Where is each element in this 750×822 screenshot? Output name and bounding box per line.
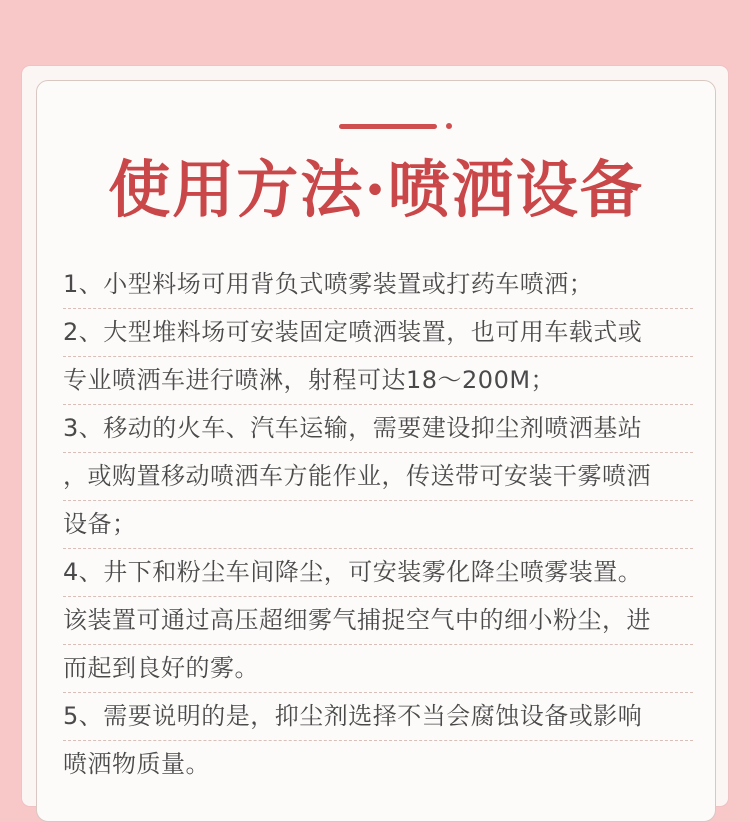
instruction-line: 4、井下和粉尘车间降尘，可安装雾化降尘喷雾装置。 <box>63 549 693 597</box>
instruction-line: 1、小型料场可用背负式喷雾装置或打药车喷洒； <box>63 261 693 309</box>
instruction-line: 而起到良好的雾。 <box>63 645 693 693</box>
instruction-line: 5、需要说明的是，抑尘剂选择不当会腐蚀设备或影响 <box>63 693 693 741</box>
content-card <box>22 66 728 806</box>
decoration-bar <box>339 124 437 129</box>
instruction-line: 喷洒物质量。 <box>63 750 210 778</box>
instruction-list <box>63 261 693 789</box>
instruction-line: 该装置可通过高压超细雾气捕捉空气中的细小粉尘，进 <box>63 597 693 645</box>
page-title: 使用方法·喷洒设备 <box>108 153 644 226</box>
instruction-line: 专业喷洒车进行喷淋，射程可达18～200M； <box>63 357 693 405</box>
title-decoration <box>339 123 452 129</box>
instruction-line: 2、大型堆料场可安装固定喷洒装置，也可用车载式或 <box>63 309 693 357</box>
decoration-dot <box>446 123 452 129</box>
instruction-line: 设备； <box>63 501 693 549</box>
instruction-line: ，或购置移动喷洒车方能作业，传送带可安装干雾喷洒 <box>63 453 693 501</box>
content-card-inner <box>36 80 716 822</box>
instruction-line: 3、移动的火车、汽车运输，需要建设抑尘剂喷洒基站 <box>63 405 693 453</box>
